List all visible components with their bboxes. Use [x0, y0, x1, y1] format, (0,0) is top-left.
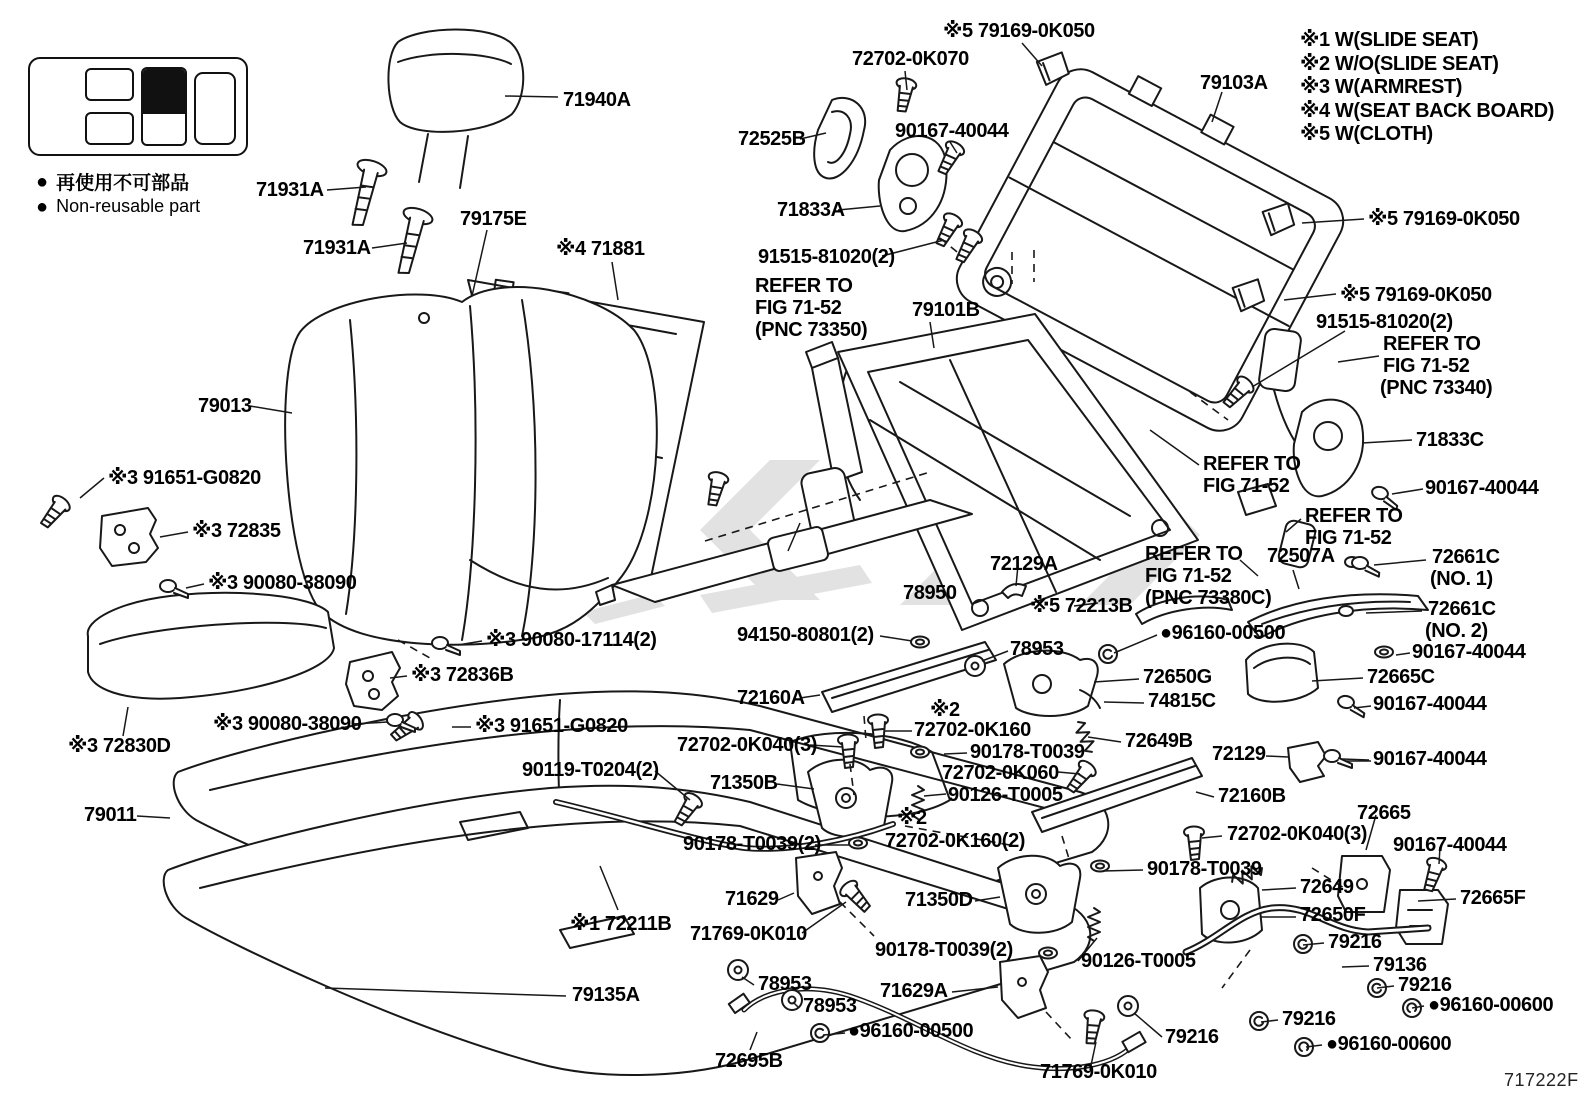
part-label: FIG 71-52	[1203, 475, 1290, 497]
part-label: ※3 72836B	[411, 664, 514, 686]
armrest-bracket-shape	[100, 508, 158, 566]
part-label: ※3 72835	[192, 520, 281, 542]
part-label: ※5 79169-0K050	[943, 20, 1095, 42]
part-label: 78953	[803, 995, 857, 1017]
part-label: 79136	[1373, 954, 1427, 976]
part-label: ※3 90080-17114(2)	[486, 629, 657, 651]
part-label: ※2	[930, 699, 960, 721]
part-label: 72507A	[1267, 545, 1335, 567]
part-label: (PNC 73380C)	[1145, 587, 1272, 609]
part-label: 72702-0K160	[914, 719, 1031, 741]
part-label: 71833C	[1416, 429, 1484, 451]
part-label: FIG 71-52	[1305, 527, 1392, 549]
figure-code: 717222F	[1504, 1070, 1579, 1090]
part-label: 71769-0K010	[1040, 1061, 1157, 1083]
legend-non-reusable-en	[36, 196, 200, 217]
variant-note: ※4 W(SEAT BACK BOARD)	[1300, 99, 1554, 122]
part-label: 72702-0K160(2)	[885, 830, 1026, 852]
part-label: 90178-T0039	[1147, 858, 1262, 880]
part-label: 72702-0K060	[942, 762, 1059, 784]
part-label: ※3 72830D	[68, 735, 171, 757]
part-label: 72649B	[1125, 730, 1193, 752]
variant-notes	[1300, 29, 1554, 147]
part-label: ●96160-00600	[1326, 1033, 1452, 1055]
part-label: 71350D	[905, 889, 973, 911]
variant-note: ※2 W/O(SLIDE SEAT)	[1300, 52, 1499, 75]
part-label: (PNC 73340)	[1380, 377, 1493, 399]
part-label: 90178-T0039(2)	[875, 939, 1013, 961]
part-label: (NO. 1)	[1430, 568, 1493, 590]
latch-71350d-shape	[998, 856, 1080, 933]
part-label: REFER TO	[755, 275, 853, 297]
part-label: 72695B	[715, 1050, 783, 1072]
part-label: 79135A	[572, 984, 640, 1006]
part-label: 94150-80801(2)	[737, 624, 874, 646]
part-label: FIG 71-52	[1383, 355, 1470, 377]
part-label: 74815C	[1148, 690, 1216, 712]
part-label: 72525B	[738, 128, 806, 150]
part-label: 72129	[1212, 743, 1266, 765]
part-label: 79011	[84, 804, 137, 826]
cover-72665c-shape	[1246, 644, 1318, 702]
part-label: 71940A	[563, 89, 631, 111]
part-label: 79013	[198, 395, 252, 417]
legend-seat-rear-left	[85, 112, 134, 145]
part-label: 72665F	[1460, 887, 1526, 909]
hinge-shield-a-shape	[879, 136, 947, 231]
part-label: 79216	[1328, 931, 1382, 953]
part-label: 72702-0K070	[852, 48, 969, 70]
seat-position-legend	[28, 57, 248, 156]
part-label: 71629	[725, 888, 779, 910]
part-label: REFER TO	[1383, 333, 1481, 355]
legend-ja-text: 再使用不可部品	[56, 173, 190, 194]
bullet-icon: ●	[36, 170, 49, 193]
bracket-72129-shape	[1288, 742, 1326, 782]
headrest-shape	[388, 30, 523, 189]
part-label: (PNC 73350)	[755, 319, 868, 341]
part-label: 79216	[1165, 1026, 1219, 1048]
lever-71629a-shape	[1000, 956, 1048, 1018]
part-label: 72650F	[1300, 904, 1366, 926]
part-label: ※2	[897, 807, 927, 829]
part-label: 79101B	[912, 299, 980, 321]
part-label: ※3 91651-G0820	[475, 715, 628, 737]
part-label: 79103A	[1200, 72, 1268, 94]
part-label: 71931A	[256, 179, 324, 201]
part-label: ※3 91651-G0820	[108, 467, 261, 489]
part-label: 72665C	[1367, 666, 1435, 688]
part-label: 90178-T0039	[970, 741, 1085, 763]
part-label: 79175E	[460, 208, 527, 230]
lock-cluster-shape	[1004, 651, 1100, 716]
part-label: 78953	[1010, 638, 1064, 660]
part-label: 71769-0K010	[690, 923, 807, 945]
part-label: ※3 90080-38090	[213, 713, 362, 735]
legend-non-reusable-ja	[36, 168, 189, 195]
part-label: ※5 79169-0K050	[1368, 208, 1520, 230]
legend-seat-right	[194, 72, 236, 145]
part-label: ※3 90080-38090	[208, 572, 357, 594]
variant-note: ※3 W(ARMREST)	[1300, 76, 1463, 98]
legend-en-text: Non-reusable part	[56, 196, 201, 216]
latch-71350b-shape	[808, 760, 892, 837]
part-label: REFER TO	[1145, 543, 1243, 565]
clip-72661c-2	[1339, 606, 1353, 616]
part-label: 90167-40044	[1373, 748, 1487, 770]
part-label: 79216	[1282, 1008, 1336, 1030]
part-label: 72661C	[1428, 598, 1496, 620]
part-label: REFER TO	[1203, 453, 1301, 475]
bullet-icon: ●	[36, 195, 49, 218]
bracket-72665f-shape	[1396, 890, 1448, 944]
part-label: 90167-40044	[1425, 477, 1539, 499]
part-label: 90167-40044	[895, 120, 1009, 142]
part-label: 90126-T0005	[948, 784, 1063, 806]
part-label: ※1 72211B	[570, 913, 672, 935]
part-label: ※5 79169-0K050	[1340, 284, 1492, 306]
part-label: 72160A	[737, 687, 805, 709]
part-label: 91515-81020(2)	[758, 246, 895, 268]
part-label: FIG 71-52	[1145, 565, 1232, 587]
part-label: 72160B	[1218, 785, 1286, 807]
part-label: 72650G	[1143, 666, 1212, 688]
part-label: 90167-40044	[1412, 641, 1526, 663]
legend-seat-front-left	[85, 68, 134, 101]
part-label: 72665	[1357, 802, 1411, 824]
part-label: FIG 71-52	[755, 297, 842, 319]
part-label: 72661C	[1432, 546, 1500, 568]
part-label: ●96160-00600	[1428, 994, 1554, 1016]
part-label: ※5 72213B	[1030, 595, 1133, 617]
part-label: 71833A	[777, 199, 845, 221]
part-label: (NO. 2)	[1425, 620, 1488, 642]
part-label: 71350B	[710, 772, 778, 794]
part-label: ●96160-00500	[848, 1020, 974, 1042]
part-label: 72702-0K040(3)	[677, 734, 818, 756]
armrest-shape	[88, 593, 334, 699]
part-label: 72649	[1300, 876, 1354, 898]
part-label: ※4 71881	[556, 238, 645, 260]
hinge-shield-c-shape	[1294, 400, 1363, 497]
part-label: 90178-T0039(2)	[683, 833, 821, 855]
armrest-bracket2-shape	[346, 652, 400, 710]
part-label: 72129A	[990, 553, 1058, 575]
part-label: 79216	[1398, 974, 1452, 996]
part-label: 90167-40044	[1373, 693, 1487, 715]
part-label: 90167-40044	[1393, 834, 1507, 856]
part-label: ●96160-00500	[1160, 622, 1286, 644]
part-label: 72702-0K040(3)	[1227, 823, 1368, 845]
variant-note: ※1 W(SLIDE SEAT)	[1300, 29, 1479, 51]
bezel-shape	[814, 98, 865, 179]
part-label: 78950	[903, 582, 957, 604]
slide-rail-a-shape	[822, 642, 996, 712]
part-label: 90119-T0204(2)	[522, 759, 659, 781]
part-label: 91515-81020(2)	[1316, 311, 1453, 333]
part-label: 78953	[758, 973, 812, 995]
part-label: 71629A	[880, 980, 948, 1002]
part-label: REFER TO	[1305, 505, 1403, 527]
part-label: 71931A	[303, 237, 371, 259]
variant-note: ※5 W(CLOTH)	[1300, 123, 1433, 145]
part-label: 90126-T0005	[1081, 950, 1196, 972]
legend-seat-highlighted	[141, 67, 187, 146]
